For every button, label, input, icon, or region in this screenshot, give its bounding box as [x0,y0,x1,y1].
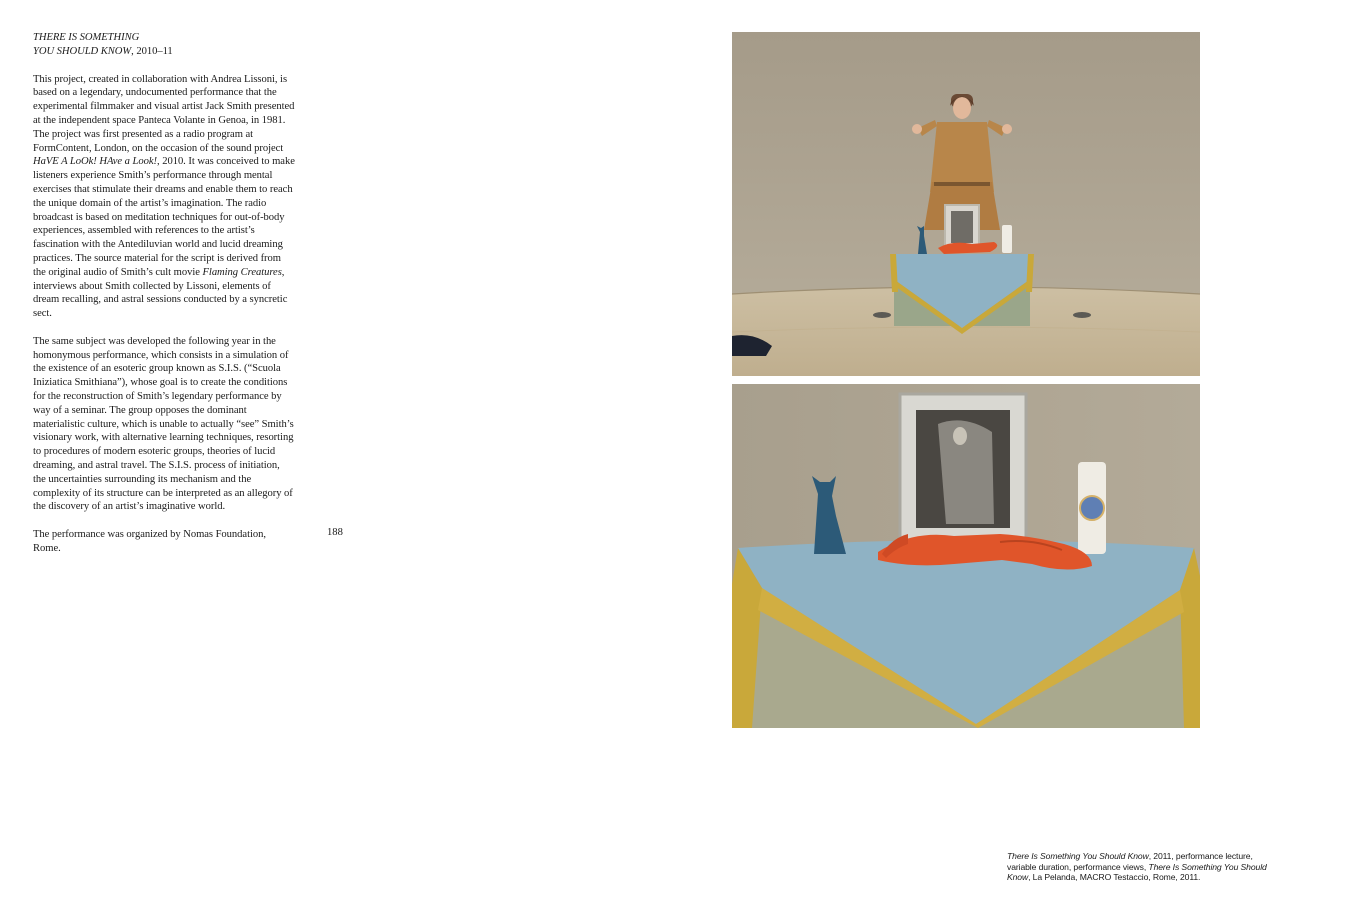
paragraph-1 [33,73,295,321]
page-number: 188 [327,527,343,538]
work-title-line-2: YOU SHOULD KNOW [33,45,132,57]
caption-em-title-2: There Is Something You Should Know [1007,861,1267,883]
photo-caption [1007,851,1269,883]
performance-photo-wide-drawing [732,32,1200,376]
work-years: , 2010–11 [131,45,173,57]
paragraph-1-em-movie-title: Flaming Creatures [202,266,282,278]
altar-closeup-photo [732,384,1200,728]
paragraph-1-text-a: This project, created in collaboration with Andrea Lissoni, is based on a legendary, undocumented performance that the experimental filmmaker and visual artist Jack Smith presented at the independent space Panteca Volante in Genoa, in 1981. The project was first presented as a radio program at FormContent, London, on the occasion of the sound project [33,73,295,154]
caption-text-2: , La Pelanda, MACRO Testaccio, Rome, 2011. [1028,872,1201,883]
work-title [33,31,295,59]
work-title-line-1: THERE IS SOMETHING [33,32,140,43]
paragraph-1-text-b: , 2010. It was conceived to make listeners experience Smith’s performance through mental exercises that stimulate their dreams and enable them to reach the unique domain of the artist’s imagination. The radio broadcast is based on meditation techniques for out-of-body experiences, assembled with references to the artist’s fascination with the Antediluvian world and lucid dreaming practices. The source material for the script is derived from the original audio of Smith’s cult movie [33,156,295,278]
floor-vent-right [1073,312,1091,318]
paragraph-2: The same subject was developed the following year in the homonymous performance, which consists in a simulation of the existence of an esoteric group known as S.I.S. (“Scuola Iniziatica Smithiana”), whose goal is to create the conditions for the reconstruction of Smith’s legendary performance by way of a seminar. The group opposes the dominant materialistic culture, which is unable to actually “see” Smith’s visionary work, with alternative learning techniques, resorting to procedures of modern esoteric groups, theories of lucid dreaming, and astral travel. The S.I.S. process of initiation, the uncertainties surrounding its mechanism and the complexity of its structure can be interpreted as an allegory of the discovery of an artist’s imaginative world. [33,335,294,513]
altar-table [890,254,1034,334]
paragraph-3: The performance was organized by Nomas Foundation, Rome. [33,528,266,554]
caption-text-1: , 2011, performance lecture, variable duration, performance views, [1007,851,1253,872]
performance-photo-wide [732,32,1200,376]
left-text-column [33,31,295,569]
paragraph-1-text-c: , interviews about Smith collected by Lissoni, elements of dream recalling, and astral sessions conducted by a syncretic sect. [33,266,288,320]
candle-small [1002,225,1012,253]
altar-closeup-photo-drawing [732,384,1200,728]
caption-em-title-1: There Is Something You Should Know [1007,851,1149,861]
paragraph-1-em-project-title: HaVE A LoOk! HAve a Look! [33,156,157,168]
floor-vent-left [873,312,891,318]
